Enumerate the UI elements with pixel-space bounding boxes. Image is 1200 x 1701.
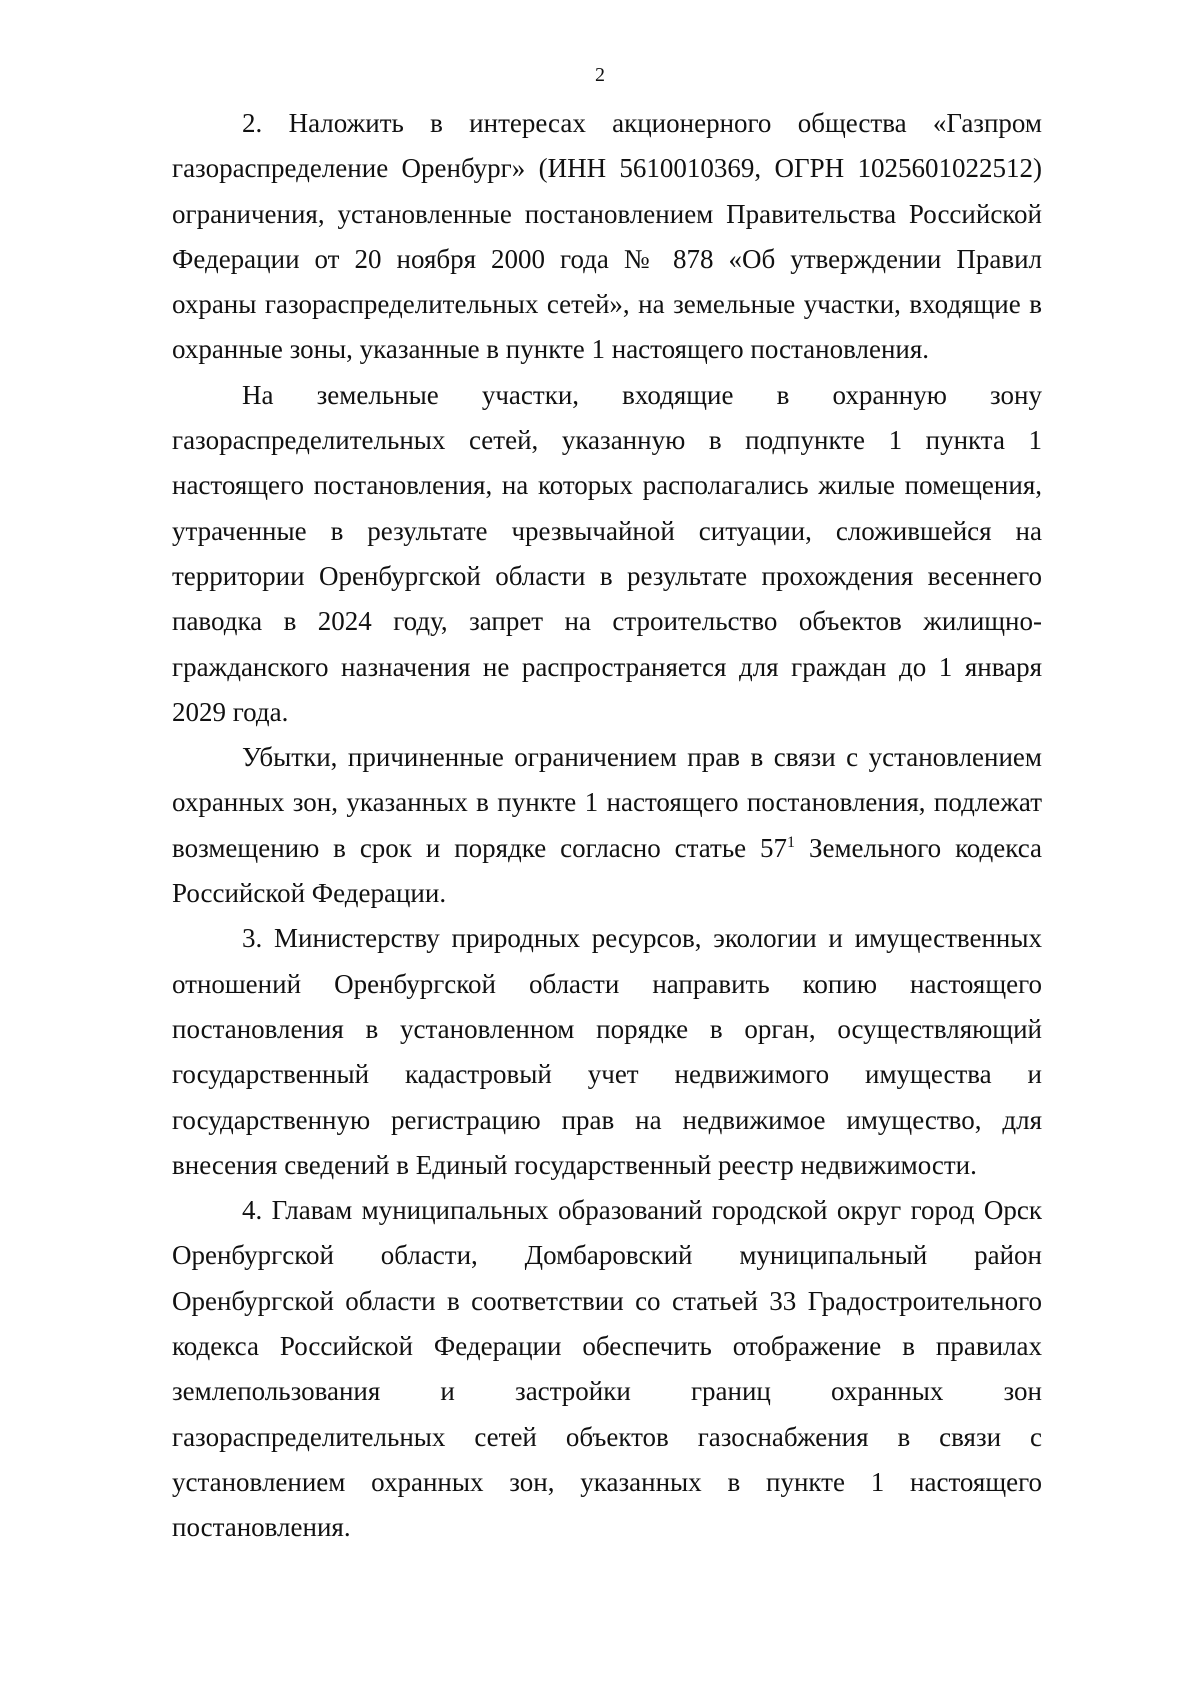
page-number: 2 [595,64,605,86]
losses-text-after: Земельного кодекса Российской Федерации. [172,832,1042,909]
paragraph-residential-exemption: На земельные участки, входящие в охранную зону газораспределительных сетей, указанную в подпункте 1 пункта 1 настоящего постановления, на которых располагались жилые помещения, утраченные в результате чрезвычайной ситуации, сложившейся на территории Оренбургской области в результате прохождения весеннего паводка в 2024 году, запрет на строительство объектов жилищно-гражданского назначения не распространяется для граждан до 1 января 2029 года. [172,379,1042,727]
paragraph-item-2-restrictions: 2. Наложить в интересах акционерного общества «Газпром газораспределение Оренбург» (ИНН 5610010369, ОГРН 1025601022512) ограничения, установленные постановлением Правительства Российской Федерации от 20 ноября 2000 года № 878 «Об утверждении Правил охраны газораспределительных сетей», на земельные участки, входящие в охранные зоны, указанные в пункте 1 настоящего постановления. [172,108,1042,365]
document-body [172,101,1042,1551]
paragraph-item-3-ministry: 3. Министерству природных ресурсов, экологии и имущественных отношений Оренбургской области направить копию настоящего постановления в установленном порядке в орган, осуществляющий государственный кадастровый учет недвижимого имущества и государственную регистрацию прав на недвижимое имущество, для внесения сведений в Единый государственный реестр недвижимости. [172,923,1042,1180]
losses-text-before: Убытки, причиненные ограничением прав в связи с установлением охранных зон, указанных в пункте 1 настоящего постановления, подлежат возмещению в срок и порядке согласно статье 57 [172,742,1042,863]
paragraph-item-4-municipal-heads: 4. Главам муниципальных образований городской округ город Орск Оренбургской области, Домбаровский муниципальный район Оренбургской области в соответствии со статьей 33 Градостроительного кодекса Российской Федерации обеспечить отображение в правилах землепользования и застройки границ охранных зон газораспределительных сетей объектов газоснабжения в связи с установлением охранных зон, указанных в пункте 1 настоящего постановления. [172,1195,1042,1543]
article-superscript: 1 [787,833,796,851]
paragraph-losses-compensation [172,735,1042,916]
